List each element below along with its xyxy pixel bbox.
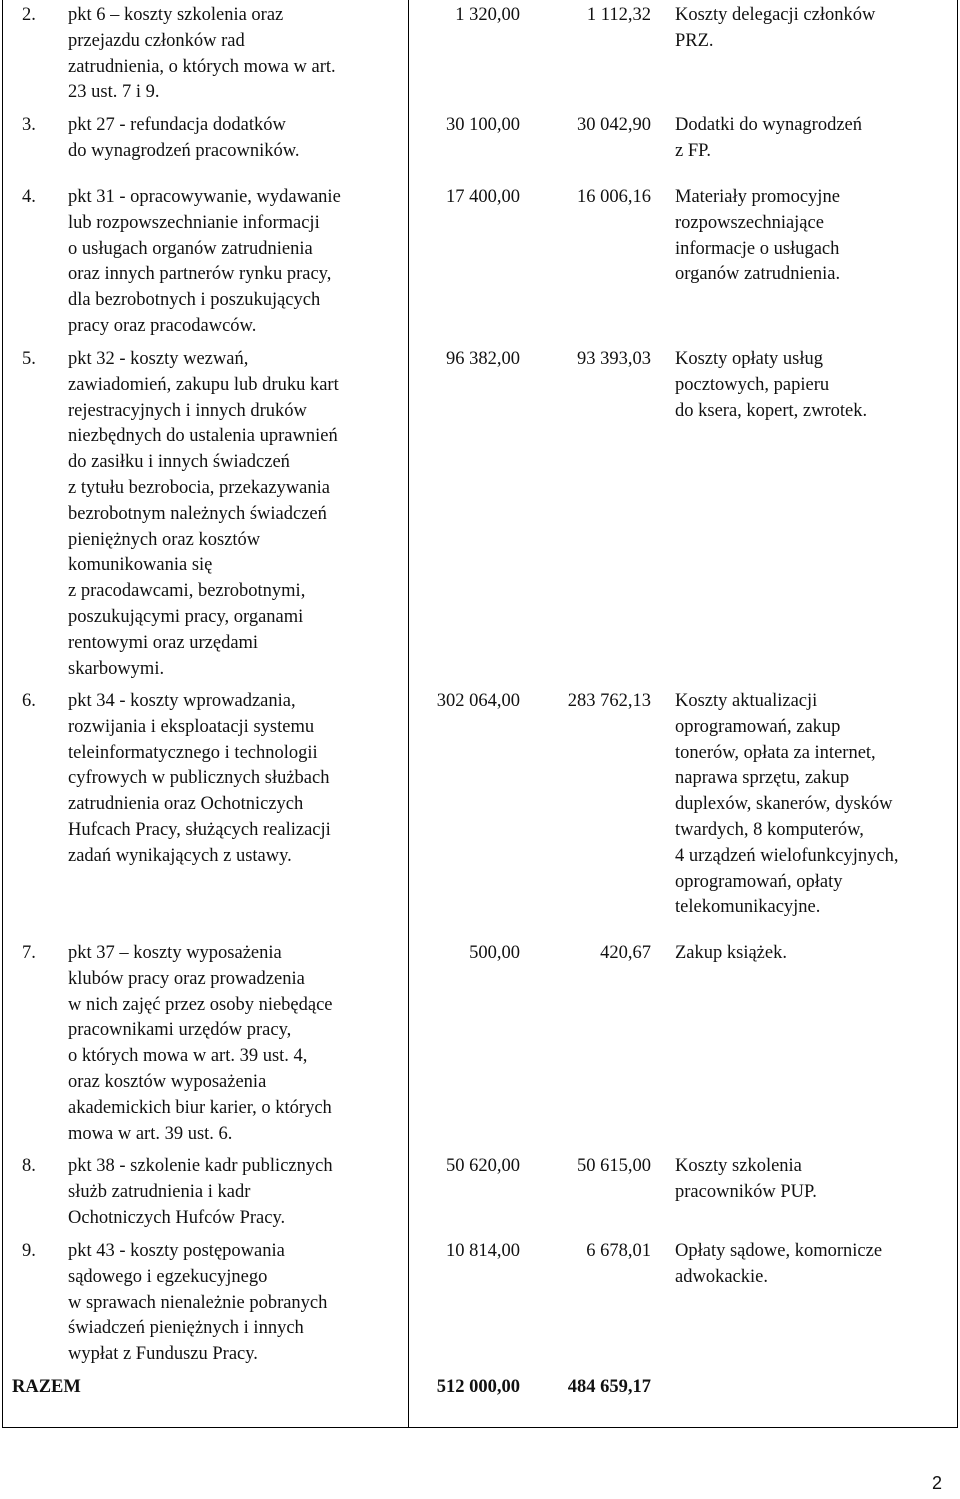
table-border-bottom — [2, 1427, 958, 1428]
row-executed-amount: 30 042,90 — [577, 115, 651, 135]
row-planned-amount: 96 382,00 — [446, 349, 520, 369]
row-description: pkt 31 - opracowywanie, wydawanie lub rozpowszechnianie informacji o usługach organów zatrudnienia oraz innych partnerów rynku pracy, dla bezrobotnych i poszukujących pracy oraz pracodawców. — [68, 187, 341, 336]
total-label: RAZEM — [12, 1377, 81, 1397]
row-description: pkt 38 - szkolenie kadr publicznych służb zatrudnienia i kadr Ochotniczych Hufców Pracy. — [68, 1156, 333, 1228]
row-executed-amount: 420,67 — [600, 943, 651, 963]
row-planned-amount: 17 400,00 — [446, 187, 520, 207]
page-number: 2 — [931, 1473, 942, 1494]
row-executed-amount: 16 006,16 — [577, 187, 651, 207]
row-number: 5. — [22, 349, 36, 369]
table-border-left — [2, 0, 3, 1428]
row-executed-amount: 6 678,01 — [586, 1241, 651, 1261]
row-description: pkt 43 - koszty postępowania sądowego i egzekucyjnego w sprawach nienależnie pobranych świadczeń pieniężnych i innych wypłat z Funduszu Pracy. — [68, 1241, 328, 1365]
row-note: Koszty szkolenia pracowników PUP. — [675, 1156, 817, 1202]
row-note: Koszty aktualizacji oprogramowań, zakup tonerów, opłata za internet, naprawa sprzętu, zakup duplexów, skanerów, dysków twardych, 8 komputerów, 4 urządzeń wielofunkcyjnych, oprogramowań, opłaty telekomunikacyjne. — [675, 691, 899, 918]
row-description: pkt 32 - koszty wezwań, zawiadomień, zakupu lub druku kart rejestracyjnych i innych druków niezbędnych do ustalenia uprawnień do zasiłku i innych świadczeń z tytułu bezrobocia, przekazywania bezrobotnym należnych świadczeń pieniężnych oraz kosztów komunikowania się z pracodawcami, bezrobotnymi, poszukującymi pracy, organami rentowymi oraz urzędami skarbowymi. — [68, 349, 339, 679]
row-executed-amount: 50 615,00 — [577, 1156, 651, 1176]
row-note: Materiały promocyjne rozpowszechniające informacje o usługach organów zatrudnienia. — [675, 187, 841, 285]
row-planned-amount: 500,00 — [469, 943, 520, 963]
row-number: 3. — [22, 115, 36, 135]
row-number: 9. — [22, 1241, 36, 1261]
table-border-right — [957, 0, 958, 1428]
row-number: 4. — [22, 187, 36, 207]
row-planned-amount: 1 320,00 — [455, 5, 520, 25]
row-executed-amount: 283 762,13 — [567, 691, 651, 711]
row-note: Koszty opłaty usług pocztowych, papieru do ksera, kopert, zwrotek. — [675, 349, 868, 421]
row-number: 8. — [22, 1156, 36, 1176]
total-planned-amount: 512 000,00 — [436, 1377, 520, 1397]
total-executed-amount: 484 659,17 — [567, 1377, 651, 1397]
row-number: 7. — [22, 943, 36, 963]
row-note: Opłaty sądowe, komornicze adwokackie. — [675, 1241, 883, 1287]
row-planned-amount: 302 064,00 — [436, 691, 520, 711]
row-number: 6. — [22, 691, 36, 711]
row-executed-amount: 1 112,32 — [586, 5, 651, 25]
row-note: Koszty delegacji członków PRZ. — [675, 5, 876, 51]
row-note: Dodatki do wynagrodzeń z FP. — [675, 115, 863, 161]
row-description: pkt 37 – koszty wyposażenia klubów pracy oraz prowadzenia w nich zajęć przez osoby niebędące pracownikami urzędów pracy, o których mowa w art. 39 ust. 4, oraz kosztów wyposażenia akademickich biur karier, o których mowa w art. 39 ust. 6. — [68, 943, 333, 1144]
row-number: 2. — [22, 5, 36, 25]
table-divider-center — [408, 0, 409, 1428]
row-planned-amount: 50 620,00 — [446, 1156, 520, 1176]
row-executed-amount: 93 393,03 — [577, 349, 651, 369]
row-description: pkt 34 - koszty wprowadzania, rozwijania i eksploatacji systemu teleinformatycznego i technologii cyfrowych w publicznych służbach zatrudnienia oraz Ochotniczych Hufcach Pracy, służących realizacji zadań wynikających z ustawy. — [68, 691, 331, 866]
row-description: pkt 27 - refundacja dodatków do wynagrodzeń pracowników. — [68, 115, 300, 161]
row-planned-amount: 30 100,00 — [446, 115, 520, 135]
row-planned-amount: 10 814,00 — [446, 1241, 520, 1261]
row-description: pkt 6 – koszty szkolenia oraz przejazdu członków rad zatrudnienia, o których mowa w art. 23 ust. 7 i 9. — [68, 5, 336, 103]
row-note: Zakup książek. — [675, 943, 787, 963]
